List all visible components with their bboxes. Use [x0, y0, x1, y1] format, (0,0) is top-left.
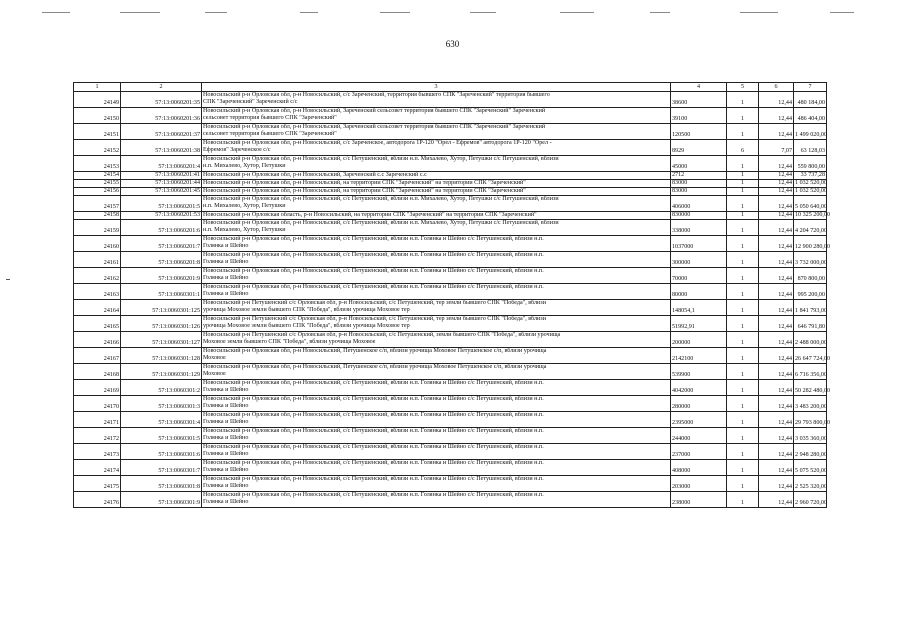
rate-value: 12,44 [759, 108, 794, 124]
rate-value: 12,44 [759, 428, 794, 444]
description-line: СПК "Зареченский" Зареченский с/с [203, 99, 298, 106]
area-value: 120500 [671, 124, 727, 140]
cadastral-number: 57:13:0060201:36 [121, 108, 202, 124]
cadastral-number: 57:13:0060301:128 [121, 348, 202, 364]
rate-value: 12,44 [759, 252, 794, 268]
description-line: Голянка и Шейно [203, 259, 249, 266]
description-line: Новосильский р-н Орловская обл, р-н Новосильский, с/с Петушенский, вблизи н.п. Голянка и Шейно с/с Петушенский, вблизи н.п. [203, 476, 544, 483]
quantity-value: 1 [727, 284, 759, 300]
cost-value: 5 050 640,00 [794, 196, 827, 212]
row-number: 24163 [74, 284, 121, 300]
table-row [74, 300, 827, 316]
description-line: Новосильский р-н Орловская обл, р-н Новосильский, с/с Петушенский, вблизи н.п. Михалево, Хутор, Петушки с/с Петушенский, вблизи [203, 220, 559, 227]
cadastral-number: 57:13:0060201:53 [121, 212, 202, 220]
cadastral-number: 57:13:0060201:44 [121, 180, 202, 188]
table-row [74, 236, 827, 252]
table-row [74, 476, 827, 492]
cost-value: 3 732 000,00 [794, 252, 827, 268]
description-line: Моховое земли бывшего СПК "Победа", вблизи урочища Моховое [203, 339, 376, 346]
cost-value: 10 325 200,00 [795, 212, 831, 219]
rate-value: 12,44 [759, 348, 794, 364]
quantity-value: 1 [727, 476, 759, 492]
cadastral-number: 57:13:0060301:1 [121, 284, 202, 300]
cadastral-number: 57:13:0060201:41 [121, 172, 202, 180]
table-row [74, 220, 827, 236]
table-row [74, 188, 827, 196]
description-line: Новосильский р-н Орловская обл, р-н Новосильский, с/с Зареченское, автодорога 1Р-120 "Орел - Ефремов" автодорога 1Р-120 "Орел - [203, 140, 552, 146]
cadastral-number: 57:13:0060301:9 [121, 492, 202, 508]
table-row [74, 92, 827, 108]
rate-value: 12,44 [759, 268, 794, 284]
area-value: 237000 [671, 444, 727, 460]
cost-value: 3 483 200,00 [794, 396, 827, 412]
area-value: 2395000 [671, 412, 727, 428]
description [202, 92, 671, 108]
table-row [74, 284, 827, 300]
table-row [74, 252, 827, 268]
rate-value: 12,44 [759, 284, 794, 300]
rate-value: 12,44 [759, 188, 794, 196]
table-row [74, 460, 827, 476]
description-line: Новосильский р-н Орловская обл, р-н Новосильский, с/с Петушенский, вблизи н.п. Михалево, Хутор, Петушки с/с Петушенский, вблизи [203, 156, 559, 162]
area-value: 406000 [671, 196, 727, 212]
table-row [74, 348, 827, 364]
cost-value: 2 960 720,00 [794, 492, 827, 508]
description-line: Новосильский р-н Орловская обл, р-н Новосильский, с/с Петушенский, вблизи н.п. Голянка и Шейно с/с Петушенский, вблизи н.п. [203, 252, 544, 259]
description [202, 380, 671, 396]
area-value: 83000 [671, 180, 727, 188]
cost-value: 63 128,03 [794, 140, 827, 156]
header-cell: 3 [202, 83, 671, 92]
quantity-value: 1 [727, 492, 759, 508]
margin-mark [6, 279, 10, 280]
rate-value: 12,44 [759, 396, 794, 412]
row-number: 24176 [74, 492, 121, 508]
rate-value: 7,07 [759, 140, 794, 156]
cadastral-number: 57:13:0060201:8 [121, 252, 202, 268]
table-row [74, 332, 827, 348]
row-number: 24167 [74, 348, 121, 364]
rate-value: 12,44 [759, 156, 794, 172]
description [202, 300, 671, 316]
header-cell: 1 [74, 83, 121, 92]
cadastral-number: 57:13:0060301:7 [121, 460, 202, 476]
cadastral-number: 57:13:0060201:9 [121, 268, 202, 284]
quantity-value: 1 [727, 172, 759, 180]
quantity-value: 1 [727, 396, 759, 412]
area-value: 83000 [671, 188, 727, 196]
cost-value: 1 032 520,00 [795, 188, 827, 195]
description-line: сельсовет территория бывшего СПК "Зареченский" [203, 131, 337, 138]
description-line: Голянка и Шейно [203, 403, 249, 410]
cost-value: 2 488 000,00 [794, 332, 827, 348]
cadastral-number: 57:13:0060201:6 [121, 220, 202, 236]
cadastral-number: 57:13:0060201:45 [121, 188, 202, 196]
area-value: 51992,91 [671, 316, 727, 332]
area-value: 80000 [671, 284, 727, 300]
row-number: 24173 [74, 444, 121, 460]
area-value: 238000 [671, 492, 727, 508]
table-row [74, 380, 827, 396]
description-line: Новосильский р-н Орловская обл, р-н Новосильский, Петушенское с/п, вблизи урочища Моховое Петушенское с/п, вблизи урочища [203, 348, 547, 355]
cadastral-number: 57:13:0060201:37 [121, 124, 202, 140]
rate-value: 12,44 [759, 380, 794, 396]
cost-value: 26 647 724,00 [794, 348, 827, 364]
description-line: Новосильский р-н Петушенский с/с Орловская обл, р-н Новосильский, с/с Петушенский, земли бывшего СПК "Победа", вблизи урочища [203, 332, 561, 339]
quantity-value: 1 [727, 124, 759, 140]
description-line: Новосильский р-н Петушенский с/с Орловская обл, р-н Новосильский, с/с Петушенский, тер земли бывшего СПК "Победа", вблизи [203, 300, 546, 307]
quantity-value: 1 [727, 108, 759, 124]
cost-value: 1 032 520,00 [795, 180, 827, 187]
description-line: Новосильский р-н Орловская обл, р-н Новосильский, с/с Петушенский, вблизи н.п. Голянка и Шейно с/с Петушенский, вблизи н.п. [203, 284, 544, 291]
row-number: 24161 [74, 252, 121, 268]
description-line: Новосильский р-н Орловская обл, р-н Новосильский, с/с Петушенский, вблизи н.п. Михалево, Хутор, Петушки с/с Петушенский, вблизи [203, 196, 559, 203]
description-line: Новосильский р-н Орловская обл, р-н Новосильский, с/с Петушенский, вблизи н.п. Голянка и Шейно с/с Петушенский, вблизи н.п. [203, 268, 544, 275]
area-value: 200000 [671, 332, 727, 348]
quantity-value: 1 [727, 212, 759, 220]
rate-value: 12,44 [759, 492, 794, 508]
description-line: Новосильский р-н Орловская обл, р-н Новосильский, с/с Петушенский, вблизи н.п. Голянка и Шейно с/с Петушенский, вблизи н.п. [203, 380, 544, 387]
rate-value: 12,44 [759, 92, 794, 108]
table-row [74, 396, 827, 412]
quantity-value: 1 [727, 92, 759, 108]
table-row [74, 156, 827, 172]
description-line: Новосильский р-н Орловская обл, р-н Новосильский, Зареченский сельсовет территория бывшего СПК "Зареченский" Зареченский [203, 124, 546, 130]
quantity-value: 1 [727, 412, 759, 428]
rate-value: 12,44 [759, 236, 794, 252]
cost-value: 480 184,00 [794, 92, 827, 108]
cost-value: 1 499 020,00 [794, 124, 827, 140]
cost-value: 29 793 800,00 [794, 412, 827, 428]
description [202, 284, 671, 300]
area-value: 408000 [671, 460, 727, 476]
row-number: 24171 [74, 412, 121, 428]
table-row [74, 124, 827, 140]
rate-value: 12,44 [759, 332, 794, 348]
scan-noise [0, 12, 905, 22]
page-number: 630 [445, 39, 460, 49]
rate-value: 12,44 [759, 180, 794, 188]
quantity-value: 1 [727, 300, 759, 316]
quantity-value: 1 [727, 460, 759, 476]
area-value: 244000 [671, 428, 727, 444]
rate-value: 12,44 [759, 172, 794, 180]
rate-value: 12,44 [759, 460, 794, 476]
quantity-value: 1 [727, 180, 759, 188]
description-line: Новосильский р-н Орловская обл, р-н Новосильский, с/с Петушенский, вблизи н.п. Голянка и Шейно с/с Петушенский, вблизи н.п. [203, 412, 544, 419]
cost-value: 2 948 280,00 [794, 444, 827, 460]
description [202, 156, 671, 172]
description-line: Голянка и Шейно [203, 451, 249, 458]
area-value: 4042000 [671, 380, 727, 396]
description-line: сельсовет территория бывшего СПК "Зареченский" [203, 115, 337, 122]
description-line: Новосильский р-н Орловская обл, р-н Новосильский, с/с Петушенский, вблизи н.п. Голянка и Шейно с/с Петушенский, вблизи н.п. [203, 444, 544, 451]
rate-value: 12,44 [759, 316, 794, 332]
description-line: урочища Моховое земли бывшего СПК "Победа", вблизи урочища Моховое тер [203, 307, 410, 314]
description-line: Новосильский р-н Орловская обл, р-н Новосильский, с/с Петушенский, вблизи н.п. Голянка и Шейно с/с Петушенский, вблизи н.п. [203, 492, 544, 499]
description [202, 252, 671, 268]
cost-value: 3 035 360,00 [794, 428, 827, 444]
description [202, 220, 671, 236]
cadastral-number: 57:13:0060201:4 [121, 156, 202, 172]
row-number: 24172 [74, 428, 121, 444]
cost-value: 12 900 280,00 [794, 236, 827, 252]
header-cell: 2 [121, 83, 202, 92]
rate-value: 12,44 [759, 196, 794, 212]
area-value: 1037000 [671, 236, 727, 252]
quantity-value: 1 [727, 156, 759, 172]
area-value: 39100 [671, 108, 727, 124]
description-line: Новосильский р-н Орловская обл, р-н Новосильский, Петушенское с/п, вблизи урочища Моховое Петушенское с/п, вблизи урочища [203, 364, 547, 371]
table-row [74, 180, 827, 188]
row-number: 24175 [74, 476, 121, 492]
row-number: 24159 [74, 220, 121, 236]
table-row [74, 172, 827, 180]
area-value: 830000 [671, 212, 727, 220]
row-number: 24154 [74, 172, 121, 180]
row-number: 24152 [74, 140, 121, 156]
description [202, 108, 671, 124]
cadastral-number: 57:13:0060301:5 [121, 428, 202, 444]
area-value: 45000 [671, 156, 727, 172]
table-row [74, 428, 827, 444]
description-line: н.п. Михалево, Хутор, Петушки [203, 203, 286, 210]
cadastral-number: 57:13:0060301:2 [121, 380, 202, 396]
row-number: 24151 [74, 124, 121, 140]
description [202, 332, 671, 348]
cadastral-number: 57:13:0060201:5 [121, 196, 202, 212]
quantity-value: 1 [727, 444, 759, 460]
area-value: 148054,1 [671, 300, 727, 316]
rate-value: 12,44 [759, 412, 794, 428]
description-line: н.п. Михалево, Хутор, Петушки [203, 227, 286, 234]
header-cell: 5 [727, 83, 759, 92]
quantity-value: 1 [727, 428, 759, 444]
row-number: 24156 [74, 188, 121, 196]
rate-value: 12,44 [759, 364, 794, 380]
description-line: Новосильский р-н Петушенский с/с Орловская обл, р-н Новосильский, с/с Петушенский, тер земли бывшего СПК "Победа", вблизи [203, 316, 546, 323]
description-line: Голянка и Шейно [203, 387, 249, 394]
cadastral-number: 57:13:0060301:126 [121, 316, 202, 332]
cost-value: 6 716 356,00 [794, 364, 827, 380]
table-body [74, 92, 831, 508]
description-line: Ефремов" Зареченское с/с [203, 147, 271, 154]
quantity-value: 1 [727, 236, 759, 252]
header-cell: 6 [759, 83, 794, 92]
description-line: Голянка и Шейно [203, 291, 249, 298]
header-cell: 4 [671, 83, 727, 92]
description [202, 492, 671, 508]
rate-value: 12,44 [759, 300, 794, 316]
description-line: Голянка и Шейно [203, 419, 249, 426]
description [202, 460, 671, 476]
description [202, 316, 671, 332]
description-line: Новосильский р-н Орловская обл, р-н Новосильский, на территории СПК "Зареченский" на территории СПК "Зареченский" [203, 188, 526, 195]
description-line: н.п. Михалево, Хутор, Петушки [203, 163, 286, 170]
cost-value: 486 404,00 [794, 108, 827, 124]
area-value: 280000 [671, 396, 727, 412]
row-number: 24149 [74, 92, 121, 108]
quantity-value: 6 [727, 140, 759, 156]
table-row [74, 268, 827, 284]
cost-value: 1 841 793,00 [794, 300, 827, 316]
header-row [74, 83, 827, 92]
quantity-value: 1 [727, 252, 759, 268]
rate-value: 12,44 [759, 476, 794, 492]
cost-value: 559 800,00 [794, 156, 827, 172]
table-row [74, 140, 827, 156]
table-row [74, 108, 827, 124]
description [202, 212, 671, 220]
cadastral-number: 57:13:0060201:35 [121, 92, 202, 108]
row-number: 24162 [74, 268, 121, 284]
header-cell: 7 [794, 83, 827, 92]
cost-value: 995 200,00 [794, 284, 827, 300]
description [202, 124, 671, 140]
cadastral-number: 57:13:0060301:127 [121, 332, 202, 348]
row-number: 24174 [74, 460, 121, 476]
cost-value: 33 737,28 [794, 172, 827, 180]
description [202, 412, 671, 428]
description-line: Новосильский р-н Орловская обл, р-н Новосильский, Зареченский сельсовет территория бывшего СПК "Зареченский" Зареченский [203, 108, 546, 114]
description [202, 476, 671, 492]
cadastral-number: 57:13:0060301:8 [121, 476, 202, 492]
cadastral-number: 57:13:0060301:129 [121, 364, 202, 380]
quantity-value: 1 [727, 220, 759, 236]
description-line: Голянка и Шейно [203, 243, 249, 250]
description-line: Голянка и Шейно [203, 275, 249, 282]
quantity-value: 1 [727, 316, 759, 332]
description-line: Новосильский р-н Орловская обл, р-н Новосильский, с/с Петушенский, вблизи н.п. Голянка и Шейно с/с Петушенский, вблизи н.п. [203, 460, 544, 467]
description-line: Голянка и Шейно [203, 483, 249, 490]
description-line: Новосильский р-н Орловская обл, р-н Новосильский, с/с Петушенский, вблизи н.п. Голянка и Шейно с/с Петушенский, вблизи н.п. [203, 396, 544, 403]
table-row [74, 444, 827, 460]
description-line: Голянка и Шейно [203, 499, 249, 506]
description-line: Новосильский р-н Орловская обл, р-н Новосильский, Зареченский с.с Зареченский с.с [203, 172, 427, 178]
cadastral-number: 57:13:0060201:7 [121, 236, 202, 252]
area-value: 70000 [671, 268, 727, 284]
description-line: Моховое [203, 355, 226, 362]
row-number: 24155 [74, 180, 121, 188]
area-value: 2712 [671, 172, 727, 180]
description-line: Голянка и Шейно [203, 467, 249, 474]
description [202, 180, 671, 188]
rate-value: 12,44 [759, 220, 794, 236]
row-number: 24166 [74, 332, 121, 348]
cadastral-number: 57:13:0060201:38 [121, 140, 202, 156]
row-number: 24165 [74, 316, 121, 332]
rate-value: 12,44 [759, 212, 794, 220]
cost-value: 646 791,80 [794, 316, 827, 332]
quantity-value: 1 [727, 332, 759, 348]
table-row [74, 412, 827, 428]
quantity-value: 1 [727, 364, 759, 380]
quantity-value: 1 [727, 268, 759, 284]
description [202, 236, 671, 252]
quantity-value: 1 [727, 380, 759, 396]
table-row [74, 492, 827, 508]
rate-value: 12,44 [759, 124, 794, 140]
description-line: Голянка и Шейно [203, 435, 249, 442]
area-value: 300000 [671, 252, 727, 268]
row-number: 24150 [74, 108, 121, 124]
area-value: 2142100 [671, 348, 727, 364]
description-line: Новосильский р-н Орловская обл, р-н Новосильский, с/с Петушенский, вблизи н.п. Голянка и Шейно с/с Петушенский, вблизи н.п. [203, 428, 544, 435]
table-row [74, 364, 827, 380]
area-value: 338000 [671, 220, 727, 236]
cadastral-number: 57:13:0060301:6 [121, 444, 202, 460]
description [202, 172, 671, 180]
description [202, 268, 671, 284]
description [202, 140, 671, 156]
area-value: 8929 [671, 140, 727, 156]
description [202, 396, 671, 412]
description [202, 188, 671, 196]
cadastral-number: 57:13:0060301:4 [121, 412, 202, 428]
quantity-value: 1 [727, 188, 759, 196]
description [202, 444, 671, 460]
quantity-value: 1 [727, 196, 759, 212]
description-line: Моховое [203, 371, 226, 378]
rate-value: 12,44 [759, 444, 794, 460]
cost-value: 50 282 480,00 [794, 380, 827, 396]
quantity-value: 1 [727, 348, 759, 364]
row-number: 24169 [74, 380, 121, 396]
description [202, 196, 671, 212]
description [202, 428, 671, 444]
cost-value: 5 075 520,00 [794, 460, 827, 476]
cost-value: 4 204 720,00 [794, 220, 827, 236]
description [202, 348, 671, 364]
description [202, 364, 671, 380]
area-value: 38600 [671, 92, 727, 108]
description-line: Новосильский р-н Орловская обл, р-н Новосильский, на территории СПК "Зареченский" на территории СПК "Зареченский" [203, 180, 526, 187]
description-line: урочища Моховое земли бывшего СПК "Победа", вблизи урочища Моховое тер [203, 323, 410, 330]
cost-value: 870 800,00 [794, 268, 827, 284]
row-number: 24168 [74, 364, 121, 380]
table-row [74, 316, 827, 332]
description-line: Новосильский р-н Орловская обл, р-н Новосильский, с/с Зареченский, территория бывшего СПК "Зареченский" территория бывшего [203, 92, 550, 98]
table-row [74, 196, 827, 212]
row-number: 24164 [74, 300, 121, 316]
row-number: 24160 [74, 236, 121, 252]
area-value: 203000 [671, 476, 727, 492]
area-value: 539900 [671, 364, 727, 380]
row-number: 24158 [74, 212, 121, 220]
cadastral-number: 57:13:0060301:125 [121, 300, 202, 316]
cadastral-number: 57:13:0060301:3 [121, 396, 202, 412]
row-number: 24157 [74, 196, 121, 212]
land-registry-table [73, 82, 831, 508]
description-line: Новосильский р-н Орловская область, р-н Новосильский, на территории СПК "Зареченский" на территории СПК "Зареченский" [203, 212, 537, 219]
row-number: 24170 [74, 396, 121, 412]
cost-value: 2 525 320,00 [794, 476, 827, 492]
row-number: 24153 [74, 156, 121, 172]
description-line: Новосильский р-н Орловская обл, р-н Новосильский, с/с Петушенский, вблизи н.п. Голянка и Шейно с/с Петушенский, вблизи н.п. [203, 236, 544, 243]
table-row [74, 212, 827, 220]
